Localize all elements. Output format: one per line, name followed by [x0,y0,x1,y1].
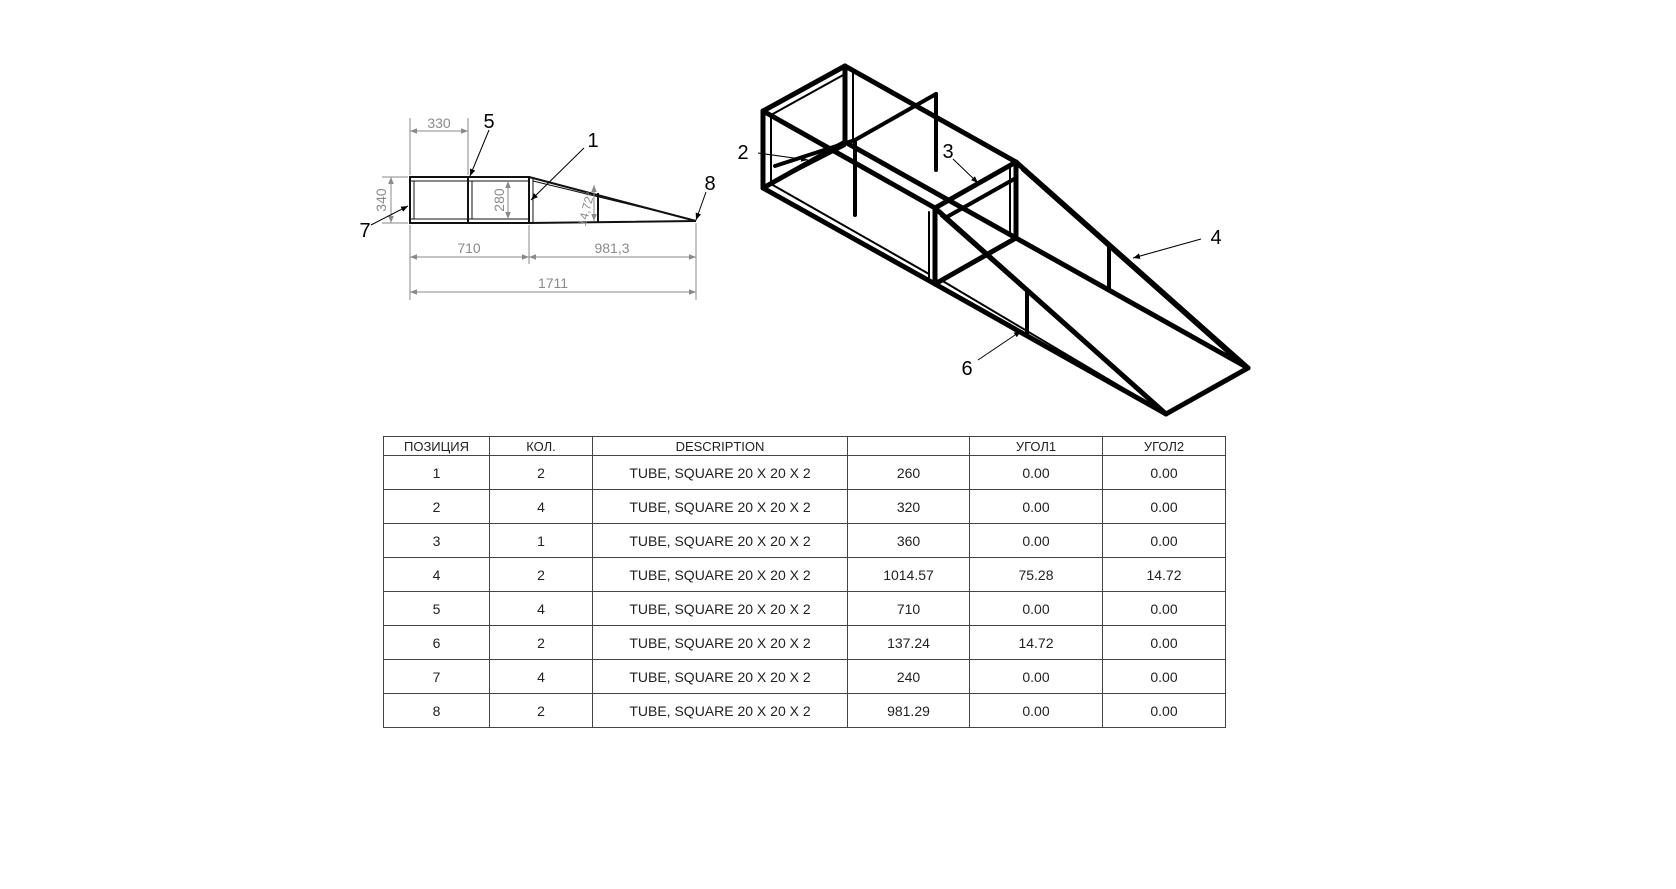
cell-position: 6 [384,626,490,660]
callout-1: 1 [587,130,599,152]
cell-quantity: 4 [490,592,593,626]
table-row [384,626,1226,660]
cell-position: 7 [384,660,490,694]
cell-position: 1 [384,456,490,490]
cell-position: 3 [384,524,490,558]
cell-angle2: 0.00 [1103,592,1226,626]
table-row [384,660,1226,694]
table-row [384,490,1226,524]
cell-length: 320 [848,490,970,524]
cell-length: 260 [848,456,970,490]
bill-of-materials-table [383,436,1226,728]
cell-quantity: 4 [490,490,593,524]
cell-description: TUBE, SQUARE 20 X 20 X 2 [593,524,848,558]
cell-description: TUBE, SQUARE 20 X 20 X 2 [593,694,848,728]
cell-angle2: 0.00 [1103,660,1226,694]
callout-4: 4 [1210,227,1222,249]
table-header-row [384,437,1226,456]
dim-height-total: 340 [373,188,389,212]
cell-quantity: 2 [490,626,593,660]
table-row [384,558,1226,592]
cell-length: 240 [848,660,970,694]
side-view-frame [410,177,696,223]
cell-angle1: 0.00 [970,456,1103,490]
cell-length: 137.24 [848,626,970,660]
cell-quantity: 2 [490,456,593,490]
dim-height-inner: 280 [491,188,507,212]
cell-angle1: 0.00 [970,660,1103,694]
dim-overall-length: 1711 [537,275,569,291]
table-row [384,592,1226,626]
cell-description: TUBE, SQUARE 20 X 20 X 2 [593,490,848,524]
cell-position: 2 [384,490,490,524]
cell-length: 981.29 [848,694,970,728]
isometric-view [737,66,1248,414]
cell-quantity: 1 [490,524,593,558]
cell-position: 4 [384,558,490,592]
callout-6: 6 [961,358,973,380]
callout-3: 3 [942,141,954,163]
cell-angle2: 0.00 [1103,524,1226,558]
header-position: ПОЗИЦИЯ [384,437,490,456]
side-view [359,111,715,300]
cell-angle1: 0.00 [970,592,1103,626]
cell-description: TUBE, SQUARE 20 X 20 X 2 [593,660,848,694]
header-angle2: УГОЛ2 [1103,437,1226,456]
cell-description: TUBE, SQUARE 20 X 20 X 2 [593,592,848,626]
callout-7: 7 [359,220,371,242]
cell-angle2: 14.72 [1103,558,1226,592]
cell-angle2: 0.00 [1103,694,1226,728]
table-row [384,694,1226,728]
cell-angle2: 0.00 [1103,456,1226,490]
cell-quantity: 2 [490,558,593,592]
cell-length: 1014.57 [848,558,970,592]
header-quantity: КОЛ. [490,437,593,456]
dim-top: 330 [427,115,451,131]
cell-angle2: 0.00 [1103,626,1226,660]
cell-position: 5 [384,592,490,626]
dim-ramp-length: 981,3 [594,240,630,256]
cell-angle1: 0.00 [970,694,1103,728]
dim-left-length: 710 [457,240,481,256]
cell-angle1: 0.00 [970,524,1103,558]
callout-8: 8 [704,173,716,195]
header-length [848,437,970,456]
cell-angle1: 0.00 [970,490,1103,524]
cell-length: 710 [848,592,970,626]
header-angle1: УГОЛ1 [970,437,1103,456]
header-description: DESCRIPTION [593,437,848,456]
callout-5: 5 [483,111,495,133]
cell-angle1: 75.28 [970,558,1103,592]
cell-quantity: 4 [490,660,593,694]
cell-angle1: 14.72 [970,626,1103,660]
cell-description: TUBE, SQUARE 20 X 20 X 2 [593,558,848,592]
table-row [384,524,1226,558]
cell-length: 360 [848,524,970,558]
cell-description: TUBE, SQUARE 20 X 20 X 2 [593,626,848,660]
cell-angle2: 0.00 [1103,490,1226,524]
callout-2: 2 [737,142,749,164]
cell-quantity: 2 [490,694,593,728]
cell-position: 8 [384,694,490,728]
iso-frame [763,66,1248,414]
table-row [384,456,1226,490]
cell-description: TUBE, SQUARE 20 X 20 X 2 [593,456,848,490]
dim-angle: 14,72° [574,190,598,228]
